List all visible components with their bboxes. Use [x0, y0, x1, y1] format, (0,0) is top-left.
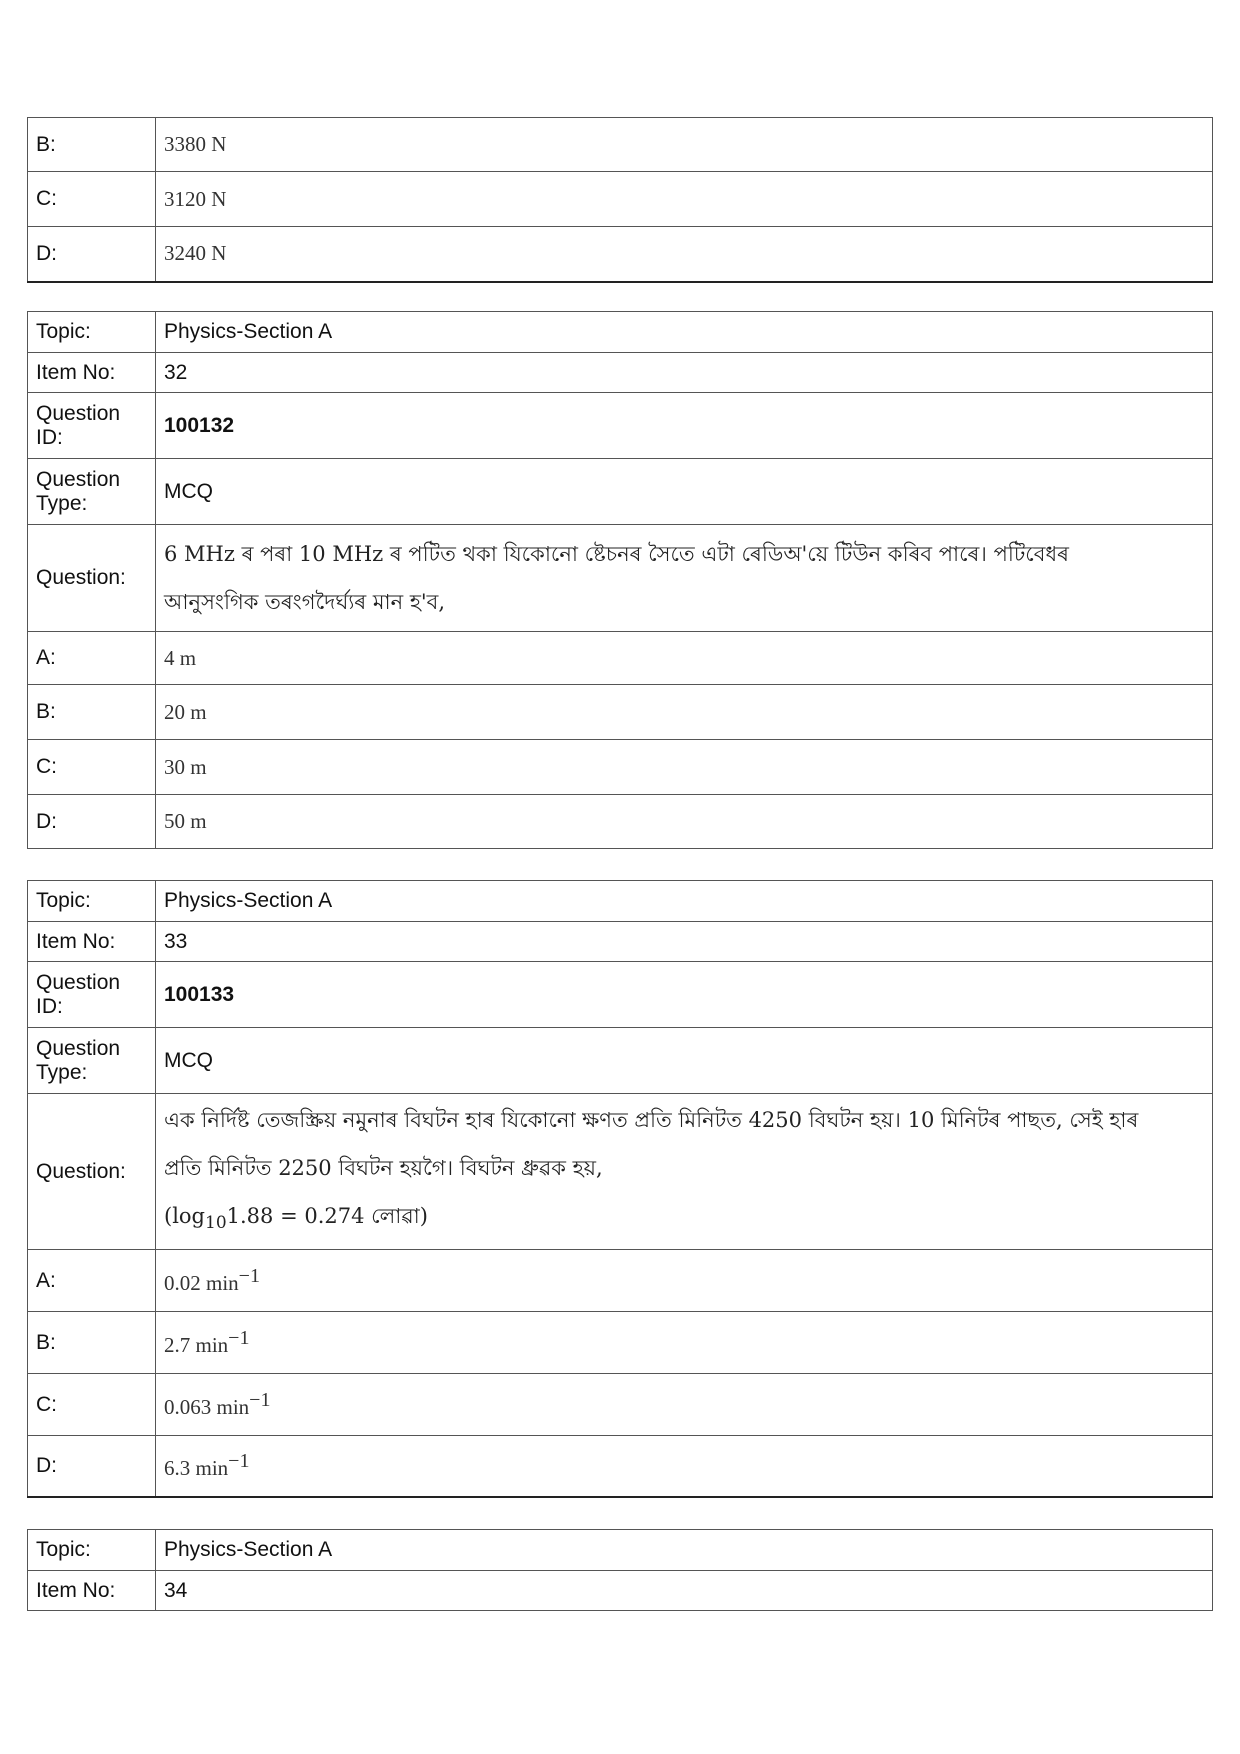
option-row-b: [28, 118, 1213, 172]
option-value-text: 0.02 min: [164, 1271, 239, 1295]
formula-pre: (log: [164, 1203, 205, 1228]
option-label: D:: [28, 1436, 156, 1497]
option-label: B:: [28, 118, 156, 172]
question-row: [28, 1094, 1213, 1250]
option-value: 3380 N: [156, 118, 1213, 172]
question-id-row: [28, 962, 1213, 1028]
option-row-a: [28, 1250, 1213, 1312]
option-value: 20 m: [156, 685, 1213, 740]
option-row-c: [28, 740, 1213, 795]
question-text: [156, 525, 1213, 632]
option-value: [156, 1312, 1213, 1374]
option-value-text: 6.3 min: [164, 1456, 229, 1481]
topic-value: Physics-Section A: [156, 312, 1213, 353]
option-exponent: −1: [228, 1450, 250, 1473]
question-type-label: Question Type:: [28, 1028, 156, 1094]
question-label: Question:: [28, 1094, 156, 1250]
question-line: এক নিৰ্দিষ্ট তেজস্ক্ৰিয় নমুনাৰ বিঘটন হাৰ যিকোনো ক্ষণত প্ৰতি মিনিটত 4250 বিঘটন হয়। 10 মিনিটৰ পাছত, সেই হাৰ: [164, 1107, 1139, 1132]
topic-label: Topic:: [28, 1530, 156, 1571]
question-line: প্ৰতি মিনিটত 2250 বিঘটন হয়গৈ। বিঘটন ধ্ৰুৱক হয়,: [164, 1155, 603, 1180]
item-row: [28, 922, 1213, 962]
item-label: Item No:: [28, 353, 156, 393]
formula-sub: 10: [205, 1213, 227, 1234]
option-value: 50 m: [156, 795, 1213, 849]
question-id-value: 100132: [156, 393, 1213, 459]
option-value: 3240 N: [156, 227, 1213, 282]
option-value: 30 m: [156, 740, 1213, 795]
item-value: 33: [156, 922, 1213, 962]
option-exponent: −1: [228, 1327, 250, 1349]
option-label: C:: [28, 172, 156, 227]
question-line: 6 MHz ৰ পৰা 10 MHz ৰ পটিত থকা যিকোনো ষ্টেচনৰ সৈতে এটা ৰেডিঅ'য়ে টিউন কৰিব পাৰে। পটিবেধৰ: [164, 542, 1069, 566]
option-label: A:: [28, 632, 156, 685]
item-label: Item No:: [28, 1571, 156, 1611]
option-exponent: −1: [238, 1265, 260, 1287]
question-line-formula: [164, 1192, 1204, 1247]
option-row-b: [28, 685, 1213, 740]
topic-label: Topic:: [28, 881, 156, 922]
option-row-d: [28, 795, 1213, 849]
option-label: C:: [28, 740, 156, 795]
option-row-d: [28, 227, 1213, 282]
question-text: [156, 1094, 1213, 1250]
item-value: 32: [156, 353, 1213, 393]
question-table-32: [27, 311, 1213, 849]
formula-post: 1.88 = 0.274 লোৱা): [226, 1203, 428, 1228]
option-row-b: [28, 1312, 1213, 1374]
item-row: [28, 1571, 1213, 1611]
question-type-value: MCQ: [156, 459, 1213, 525]
option-label: A:: [28, 1250, 156, 1312]
topic-value: Physics-Section A: [156, 1530, 1213, 1571]
option-label: C:: [28, 1374, 156, 1436]
question-line: আনুসংগিক তৰংগদৈৰ্ঘ্যৰ মান হ'ব,: [164, 590, 446, 614]
option-value-text: 2.7 min: [164, 1333, 229, 1357]
option-value: 4 m: [156, 632, 1213, 685]
option-row-c: [28, 172, 1213, 227]
item-label: Item No:: [28, 922, 156, 962]
question-id-label: Question ID:: [28, 962, 156, 1028]
option-value: [156, 1374, 1213, 1436]
topic-value: Physics-Section A: [156, 881, 1213, 922]
option-label: B:: [28, 1312, 156, 1374]
option-value: [156, 1436, 1213, 1497]
topic-label: Topic:: [28, 312, 156, 353]
option-value-text: 0.063 min: [164, 1395, 250, 1419]
question-type-row: [28, 459, 1213, 525]
option-exponent: −1: [249, 1389, 271, 1411]
question-type-value: MCQ: [156, 1028, 1213, 1094]
question-row: [28, 525, 1213, 632]
question-id-label: Question ID:: [28, 393, 156, 459]
option-value: 3120 N: [156, 172, 1213, 227]
option-label: D:: [28, 227, 156, 282]
question-table-34: [27, 1529, 1213, 1611]
topic-row: [28, 312, 1213, 353]
question-table-33: [27, 880, 1213, 1498]
option-label: B:: [28, 685, 156, 740]
option-row-a: [28, 632, 1213, 685]
question-id-row: [28, 393, 1213, 459]
question-type-row: [28, 1028, 1213, 1094]
option-row-c: [28, 1374, 1213, 1436]
question-label: Question:: [28, 525, 156, 632]
question-id-value: 100133: [156, 962, 1213, 1028]
options-table-prev: [27, 117, 1213, 283]
option-label: D:: [28, 795, 156, 849]
option-value: [156, 1250, 1213, 1312]
topic-row: [28, 1530, 1213, 1571]
option-row-d: [28, 1436, 1213, 1497]
question-type-label: Question Type:: [28, 459, 156, 525]
item-row: [28, 353, 1213, 393]
item-value: 34: [156, 1571, 1213, 1611]
topic-row: [28, 881, 1213, 922]
